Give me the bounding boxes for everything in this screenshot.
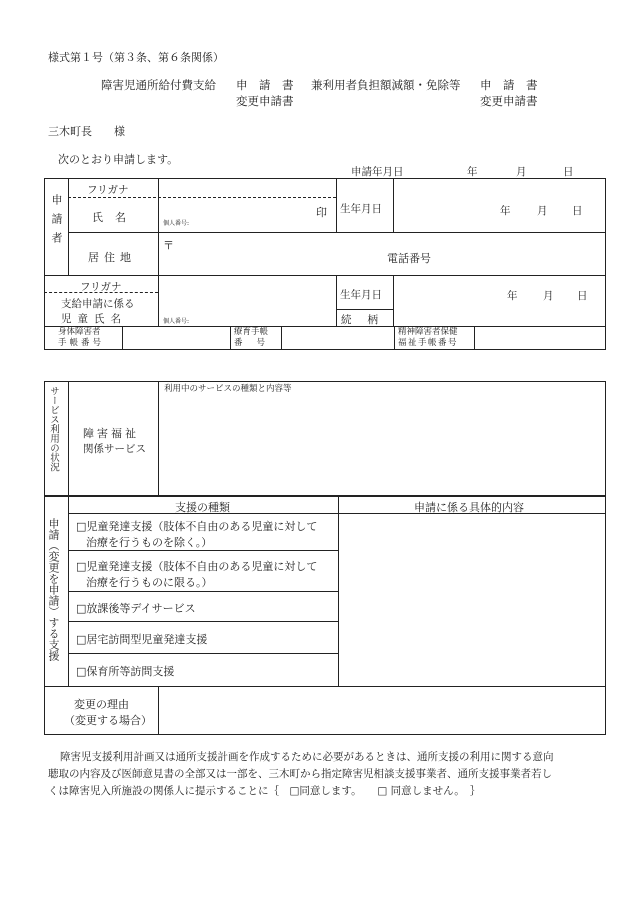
support-side-label: 申請（変更を申請）する支援 — [47, 518, 60, 661]
support-item[interactable]: □保育所等訪問支援 — [76, 665, 175, 678]
support-detail-header: 申請に係る具体的内容 — [414, 501, 524, 514]
child-birth-year: 年 — [507, 290, 518, 302]
addressee: 三木町長 様 — [48, 125, 125, 138]
ryoiku-handbook-label-line2: 番号 — [234, 338, 280, 348]
applicant-personal-number-label: 個人番号: — [163, 220, 190, 227]
support-item[interactable]: □居宅訪問型児童発達支援 — [76, 633, 208, 646]
support-item[interactable]: □放課後等デイサービス — [76, 602, 196, 615]
title-left-main: 障害児通所給付費支給 — [101, 78, 216, 92]
child-birth-month: 月 — [543, 290, 554, 302]
postal-mark: 〒 — [163, 239, 174, 252]
consent-line3[interactable]: くは障害児入所施設の関係人に提示することに｛ □同意します。 □ 同意しません。 ｝ — [48, 785, 481, 797]
applicant-seal-mark: 印 — [316, 206, 327, 219]
service-category-line2: 関係サービス — [83, 443, 146, 455]
application-date-month: 月 — [516, 166, 527, 178]
service-content-label: 利用中のサービスの種類と内容等 — [164, 384, 292, 394]
child-birth-day: 日 — [577, 290, 588, 302]
support-item[interactable]: □児童発達支援（肢体不自由のある児童に対して — [76, 520, 318, 533]
title-right-main: 兼利用者負担額減額・免除等 — [311, 78, 461, 92]
relation-label: 続柄 — [341, 314, 394, 326]
ryoiku-handbook-label-line1: 療育手帳 — [234, 327, 269, 337]
applicant-birth-month: 月 — [537, 205, 548, 217]
form-number: 様式第１号（第３条、第６条関係） — [48, 51, 224, 64]
title-left-apply: 申 請 書 — [236, 78, 294, 92]
application-date-day: 日 — [563, 166, 574, 178]
child-name-label-line2: 児童氏名 — [61, 313, 127, 325]
consent-line1: 障害児支援利用計画又は通所支援計画を作成するために必要があるときは、通所支援の利用に関する意向 — [60, 751, 554, 763]
consent-line2: 聴取の内容及び医師意見書の全部又は一部を、三木町から指定障害児相談支援事業者、通所支援事業者若し — [48, 768, 552, 780]
support-item-sub: 治療を行うものを除く。） — [86, 536, 213, 549]
intro-text: 次のとおり申請します。 — [58, 153, 179, 166]
phone-label: 電話番号 — [387, 252, 431, 265]
mental-handbook-label-line2: 福祉手帳番号 — [398, 338, 459, 348]
physical-handbook-label-line2: 手帳番号 — [58, 338, 105, 348]
support-item-sub: 治療を行うものに限る。） — [86, 576, 213, 589]
applicant-address-label: 居住地 — [88, 251, 136, 264]
service-category-line1: 障害福祉 — [83, 427, 139, 440]
title-right-apply: 申 請 書 — [480, 78, 538, 92]
support-item[interactable]: □児童発達支援（肢体不自由のある児童に対して — [76, 560, 318, 573]
mental-handbook-label-line1: 精神障害者保健 — [398, 327, 458, 337]
application-date-label: 申請年月日 — [351, 166, 404, 178]
application-date-year: 年 — [467, 166, 478, 178]
child-furigana-label: フリガナ — [80, 281, 122, 293]
child-name-label-line1: 支給申請に係る — [61, 298, 135, 310]
change-reason-line2: （変更する場合） — [64, 714, 152, 727]
applicant-birth-year: 年 — [500, 205, 511, 217]
support-type-header: 支援の種類 — [175, 501, 230, 514]
applicant-section-label: 申請者 — [50, 194, 63, 251]
physical-handbook-label-line1: 身体障害者 — [58, 327, 101, 337]
title-right-change: 変更申請書 — [480, 94, 538, 108]
applicant-birth-label: 生年月日 — [340, 203, 382, 215]
applicant-birth-day: 日 — [572, 205, 583, 217]
title-left-change: 変更申請書 — [236, 94, 294, 108]
applicant-furigana-label: フリガナ — [87, 184, 129, 196]
child-personal-number-label: 個人番号: — [163, 318, 190, 325]
change-reason-line1: 変更の理由 — [74, 698, 129, 711]
child-birth-label: 生年月日 — [340, 289, 382, 301]
applicant-name-label: 氏名 — [92, 211, 138, 224]
service-status-side-label: サービス利用の状況 — [48, 386, 59, 472]
